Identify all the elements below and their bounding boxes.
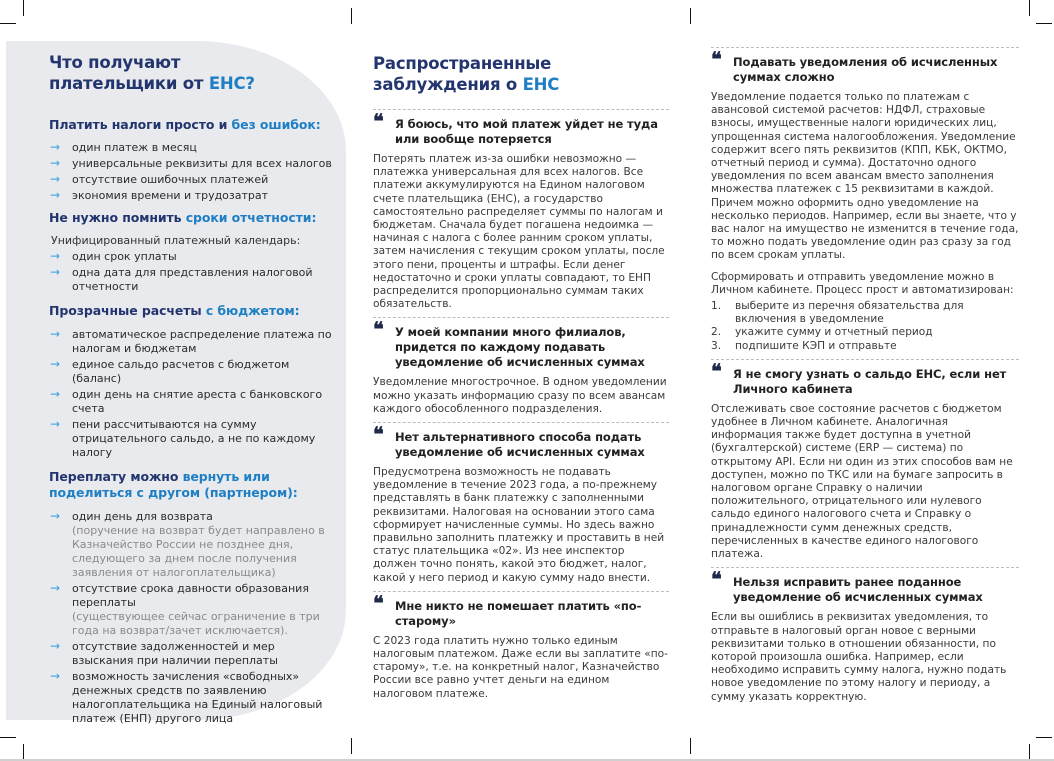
- arrow-right-icon: →: [50, 387, 61, 401]
- myth-question: ❝ Подавать уведомления об исчисленных суммах сложно: [711, 47, 998, 84]
- arrow-right-icon: →: [50, 357, 61, 371]
- steps-list: [711, 300, 1019, 359]
- list-item: → экономия времени и трудозатрат: [50, 188, 269, 202]
- list-item: → отсутствие задолженностей и мер взыскания при наличии переплаты: [50, 639, 278, 667]
- arrow-right-icon: →: [50, 265, 61, 279]
- benefit-section: [49, 469, 334, 726]
- benefit-section: [49, 210, 334, 294]
- quote-icon: ❝: [373, 317, 384, 342]
- crop-mark: [23, 0, 24, 16]
- arrow-right-icon: →: [50, 140, 61, 154]
- section-title: Не нужно помнить сроки отчетности:: [49, 210, 317, 225]
- arrow-right-icon: →: [50, 156, 61, 170]
- crop-mark: [0, 23, 16, 24]
- arrow-right-icon: →: [50, 669, 61, 683]
- myth-answer: Если вы ошиблись в реквизитах уведомления, то отправьте в налоговый орган новое с верными реквизитами только в отношении обязанности, по которой произошла ошибка. Например, если необходимо исправить сумму налога, нужно подать новое уведомление по этому налогу и периоду, а сумму указать корректную.: [711, 611, 1007, 703]
- crop-mark: [690, 8, 691, 24]
- myth-question: ❝ Нельзя исправить ранее поданное уведомление об исчисленных суммах: [711, 567, 983, 605]
- myth-question: ❝ У моей компании много филиалов, придется по каждому подавать уведомление об исчисленных суммах: [373, 317, 645, 370]
- arrow-right-icon: →: [50, 639, 61, 653]
- misconceptions-column: [373, 53, 669, 707]
- list-item: → одна дата для представления налоговой отчетности: [50, 265, 313, 293]
- arrow-right-icon: →: [50, 327, 61, 341]
- list-item: → один день на снятие ареста с банковского счета: [50, 387, 323, 415]
- myth-item: [373, 318, 669, 422]
- myth-answer: Потерять платеж из-за ошибки невозможно — платежка универсальная для всех налогов. Все платежи аккумулируются на Едином налоговом счете плательщика (ЕНС), а государство самостоятельно распределяет суммы по налогам и бюджетам. Сначала будет погашена недоимка — начиная с налога с более ранним сроком уплаты, затем начисления с текущим сроком уплаты, после этого пени, проценты и штрафы. Если денег недостаточно и сроки уплаты совпадают, то ЕНП распределится пропорционально суммам таких обязательств.: [373, 153, 665, 311]
- list-item: → автоматическое распределение платежа по налогам и бюджетам: [50, 327, 332, 355]
- list-item: → отсутствие ошибочных платежей: [50, 172, 269, 186]
- section-title: Переплату можно вернуть или поделиться с другом (партнером):: [49, 469, 298, 500]
- myth-answer: Уведомление подается только по платежам с авансовой системой расчетов: НДФЛ, страховые взносы, имущественные налоги юридических лиц, упрощенная система налогообложения. Уведомление содержит всего пять реквизитов (КПП, КБК, ОКТМО, отчетный период и сумма). Достаточно одного уведомления по всем авансам вместо заполнения множества платежек с 15 реквизитами в каждой. Причем можно оформить одно уведомление на несколько периодов. Например, если вы знаете, что у вас налог на имущество не изменится в течение года, то можно подать уведомление один раз сразу за год по всем срокам уплаты.: [711, 91, 1019, 262]
- item-note: (существующее сейчас ограничение в три года на возврат/зачет исключается).: [72, 610, 320, 637]
- myth-answer-followup: Сформировать и отправить уведомление можно в Личном кабинете. Процесс прост и автоматизирован:: [711, 270, 1014, 296]
- crop-mark: [1029, 744, 1030, 760]
- quote-icon: ❝: [711, 358, 722, 383]
- crop-mark: [351, 738, 352, 754]
- section-title: Платить налоги просто и без ошибок:: [49, 117, 321, 132]
- crop-mark: [1036, 23, 1052, 24]
- myth-item: [711, 48, 1019, 359]
- myth-question: ❝ Я боюсь, что мой платеж уйдет не туда или вообще потеряется: [373, 109, 658, 146]
- myth-question: ❝ Нет альтернативного способа подать уведомление об исчисленных суммах: [373, 422, 645, 460]
- crop-mark: [1029, 0, 1030, 16]
- myth-answer: Уведомление многострочное. В одном уведомлении можно указать информацию сразу по всем авансам каждого обособленного подразделения.: [373, 376, 667, 415]
- step-item: 2. укажите сумму и отчетный период: [711, 326, 933, 339]
- crop-mark: [0, 737, 16, 738]
- list-item: → отсутствие срока давности образования переплаты (существующее сейчас ограничение в три года на возврат/зачет исключается).: [49, 582, 334, 638]
- myth-question: ❝ Я не смогу узнать о сальдо ЕНС, если нет Личного кабинета: [711, 358, 1007, 396]
- list-item: → универсальные реквизиты для всех налогов: [50, 156, 332, 170]
- list-item: → пени рассчитываются на сумму отрицательного сальдо, а не по каждому налогу: [50, 417, 316, 459]
- misconceptions-column-right: [711, 47, 1019, 710]
- list-item: → возможность зачисления «свободных» денежных средств по заявлению налогоплательщика на Единый налоговый платеж (ЕНП) другого лица: [50, 669, 323, 725]
- benefits-content: [49, 52, 334, 728]
- quote-icon: ❝: [373, 422, 384, 447]
- quote-icon: ❝: [711, 47, 722, 71]
- arrow-right-icon: →: [50, 509, 61, 523]
- myth-answer: С 2023 года платить нужно только единым налоговым платежом. Даже если вы заплатите «по-старому», т.е. на конкретный налог, Казначейство России все равно учтет деньги на едином налоговом платеже.: [373, 634, 668, 700]
- arrow-right-icon: →: [50, 172, 61, 186]
- arrow-right-icon: →: [50, 417, 61, 431]
- crop-mark: [690, 738, 691, 754]
- list-item: → единое сальдо расчетов с бюджетом (баланс): [50, 357, 290, 385]
- step-item: 1. выберите из перечня обязательства для включения в уведомление: [711, 300, 964, 326]
- benefits-title: Что получают плательщики от ЕНС?: [49, 53, 255, 93]
- myth-item: [373, 110, 669, 317]
- misconceptions-title: Распространенные заблуждения о ЕНС: [373, 54, 560, 94]
- item-note: (поручение на возврат будет направлено в Казначейство России не позднее дня, следующего за днем после получения заявления от налогоплательщика): [72, 524, 325, 579]
- arrow-right-icon: →: [50, 188, 61, 202]
- arrow-right-icon: →: [50, 581, 61, 595]
- benefit-section: [49, 117, 334, 203]
- section-intro: Унифицированный платежный календарь:: [51, 234, 301, 247]
- list-item: → один срок уплаты: [50, 249, 177, 263]
- list-item: → один день для возврата (поручение на возврат будет направлено в Казначейство России не позднее дня, следующего за днем после получения заявления от налогоплательщика): [49, 510, 334, 580]
- quote-icon: ❝: [373, 590, 384, 615]
- list-item: → один платеж в месяц: [50, 140, 197, 154]
- myth-answer: Отслеживать свое состояние расчетов с бюджетом удобнее в Личном кабинете. Аналогичная информация также будет доступна в учетной (бухгалтерской) системе (ERP — система) по открытому API. Если ни один из этих способов вам не доступен, можно по ТКС или на бумаге запросить в налоговом органе Справку о наличии положительного, отрицательного или нулевого сальдо единого налогового счета и Справку о принадлежности сумм денежных средств, перечисленных в качестве единого налогового платежа.: [711, 402, 1013, 561]
- myth-item: [711, 360, 1019, 567]
- myth-item: [373, 423, 669, 591]
- crop-mark: [351, 8, 352, 24]
- section-title: Прозрачные расчеты с бюджетом:: [49, 303, 300, 318]
- crop-mark: [23, 744, 24, 760]
- quote-icon: ❝: [373, 109, 384, 133]
- quote-icon: ❝: [711, 567, 722, 592]
- benefit-section: [49, 303, 334, 460]
- myth-item: [373, 592, 669, 707]
- myth-answer: Предусмотрена возможность не подавать уведомление в течение 2023 года, а по-прежнему представлять в банк платежку с заполненными реквизитами. Налоговая на основании этого сама сформирует начисленные суммы. Но здесь важно правильно заполнить платежку и проставить в ней статус плательщика «02». Из нее инспектор должен точно понять, какой это бюджет, налог, какой у него период и какую сумму надо внести.: [373, 466, 665, 584]
- arrow-right-icon: →: [50, 249, 61, 263]
- crop-mark: [1036, 737, 1052, 738]
- myth-item: [711, 568, 1019, 709]
- myth-question: ❝ Мне никто не помешает платить «по-старому»: [373, 590, 642, 628]
- step-item: 3. подпишите КЭП и отправьте: [711, 339, 897, 352]
